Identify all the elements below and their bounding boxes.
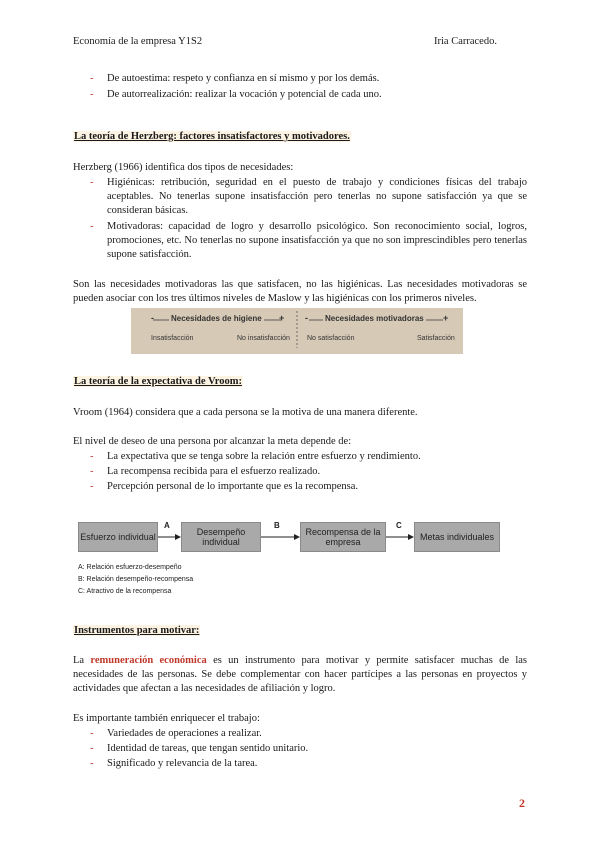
bullet-marker: - bbox=[90, 466, 94, 477]
box-goals: Metas individuales bbox=[414, 522, 500, 552]
section-heading-herzberg: La teoría de Herzberg: factores insatisfactores y motivadores. bbox=[74, 131, 350, 142]
bullet-marker: - bbox=[90, 743, 94, 754]
vroom-desire: El nivel de deseo de una persona por alcanzar la meta depende de: bbox=[73, 436, 352, 447]
list-item: La recompensa recibida para el esfuerzo realizado. bbox=[107, 466, 321, 477]
bullet-marker: - bbox=[90, 758, 94, 769]
herzberg-intro: Herzberg (1966) identifica dos tipos de necesidades: bbox=[73, 162, 294, 173]
bullet-marker: - bbox=[90, 728, 94, 739]
legend-b: B: Relación desempeño-recompensa bbox=[78, 576, 194, 583]
list-item: Significado y relevancia de la tarea. bbox=[107, 758, 258, 769]
plus-sign: + bbox=[279, 313, 285, 323]
list-item: De autorrealización: realizar la vocación y potencial de cada uno. bbox=[107, 89, 382, 100]
bullet-marker: - bbox=[90, 177, 94, 188]
plus-sign: + bbox=[443, 313, 449, 323]
label-no-satisfaction: No satisfacción bbox=[307, 335, 355, 342]
legend-a: A: Relación esfuerzo-desempeño bbox=[78, 564, 182, 571]
list-item: Identidad de tareas, que tengan sentido unitario. bbox=[107, 743, 309, 754]
legend-c: C: Atractivo de la recompensa bbox=[78, 588, 172, 595]
list-item: Higiénicas: retribución, seguridad en el puesto de trabajo y condiciones físicas del trabajo aceptables. No tenerlas supone insatisfacción pero tenerlas no supone satisfacción ya que se consideran básicas. bbox=[107, 177, 527, 216]
label-no-dissatisfaction: No insatisfacción bbox=[237, 335, 290, 342]
box-reward: Recompensa de la empresa bbox=[300, 522, 386, 552]
box-performance: Desempeño individual bbox=[181, 522, 261, 552]
vroom-figure bbox=[78, 518, 518, 600]
vroom-intro: Vroom (1964) considera que a cada persona se la motiva de una manera diferente. bbox=[73, 407, 418, 418]
flow-arrows bbox=[78, 518, 518, 558]
minus-sign: - bbox=[151, 313, 154, 323]
label-dissatisfaction: Insatisfacción bbox=[151, 335, 194, 342]
list-item: Percepción personal de lo importante que es la recompensa. bbox=[107, 481, 359, 492]
list-item: Motivadoras: capacidad de logro y desarrollo psicológico. Son reconocimiento social, logros, promociones, etc. No tenerlas no supone insatisfacción ya que no son imprescindibles pero tenerlas supone satisfacción. bbox=[107, 221, 527, 260]
arrow-label-a: A bbox=[164, 521, 170, 530]
arrow-label-b: B bbox=[274, 521, 280, 530]
herzberg-figure bbox=[131, 308, 463, 354]
bullet-marker: - bbox=[90, 451, 94, 462]
bullet-marker: - bbox=[90, 73, 94, 84]
bullet-marker: - bbox=[90, 89, 94, 100]
bullet-marker: - bbox=[90, 481, 94, 492]
minus-sign: - bbox=[305, 313, 308, 323]
section-heading-instruments: Instrumentos para motivar: bbox=[74, 625, 200, 636]
box-effort: Esfuerzo individual bbox=[78, 522, 158, 552]
para-start: La bbox=[73, 655, 85, 666]
header-author: Iria Carracedo. bbox=[434, 36, 497, 47]
enrich-intro: Es importante también enriquecer el trabajo: bbox=[73, 713, 260, 724]
list-item: La expectativa que se tenga sobre la relación entre esfuerzo y rendimiento. bbox=[107, 451, 421, 462]
hygiene-needs-label: Necesidades de higiene bbox=[171, 314, 262, 323]
bullet-marker: - bbox=[90, 221, 94, 232]
instruments-paragraph bbox=[73, 654, 527, 696]
page-number: 2 bbox=[519, 796, 525, 810]
list-item: Variedades de operaciones a realizar. bbox=[107, 728, 262, 739]
header-course: Economía de la empresa Y1S2 bbox=[73, 36, 203, 47]
herzberg-summary: Son las necesidades motivadoras las que satisfacen, no las higiénicas. Las necesidades motivadoras se pueden asociar con los tres últimos niveles de Maslow y las higiénicas con los primeros niveles. bbox=[73, 279, 527, 304]
list-item: De autoestima: respeto y confianza en sí mismo y por los demás. bbox=[107, 73, 380, 84]
arrow-label-c: C bbox=[396, 521, 402, 530]
section-heading-vroom: La teoría de la expectativa de Vroom: bbox=[74, 376, 242, 387]
motivational-needs-label: Necesidades motivadoras bbox=[325, 314, 424, 323]
highlight-remuneration: remuneración económica bbox=[90, 655, 207, 666]
para-rest: es un instrumento para motivar y permite satisfacer muchas de las necesidades de las personas. Se debe complementar con hacer partícipes a las personas en proyectos y actividades que afectan a las necesidades de afiliación y logro. bbox=[73, 655, 528, 694]
label-satisfaction: Satisfacción bbox=[417, 335, 455, 342]
